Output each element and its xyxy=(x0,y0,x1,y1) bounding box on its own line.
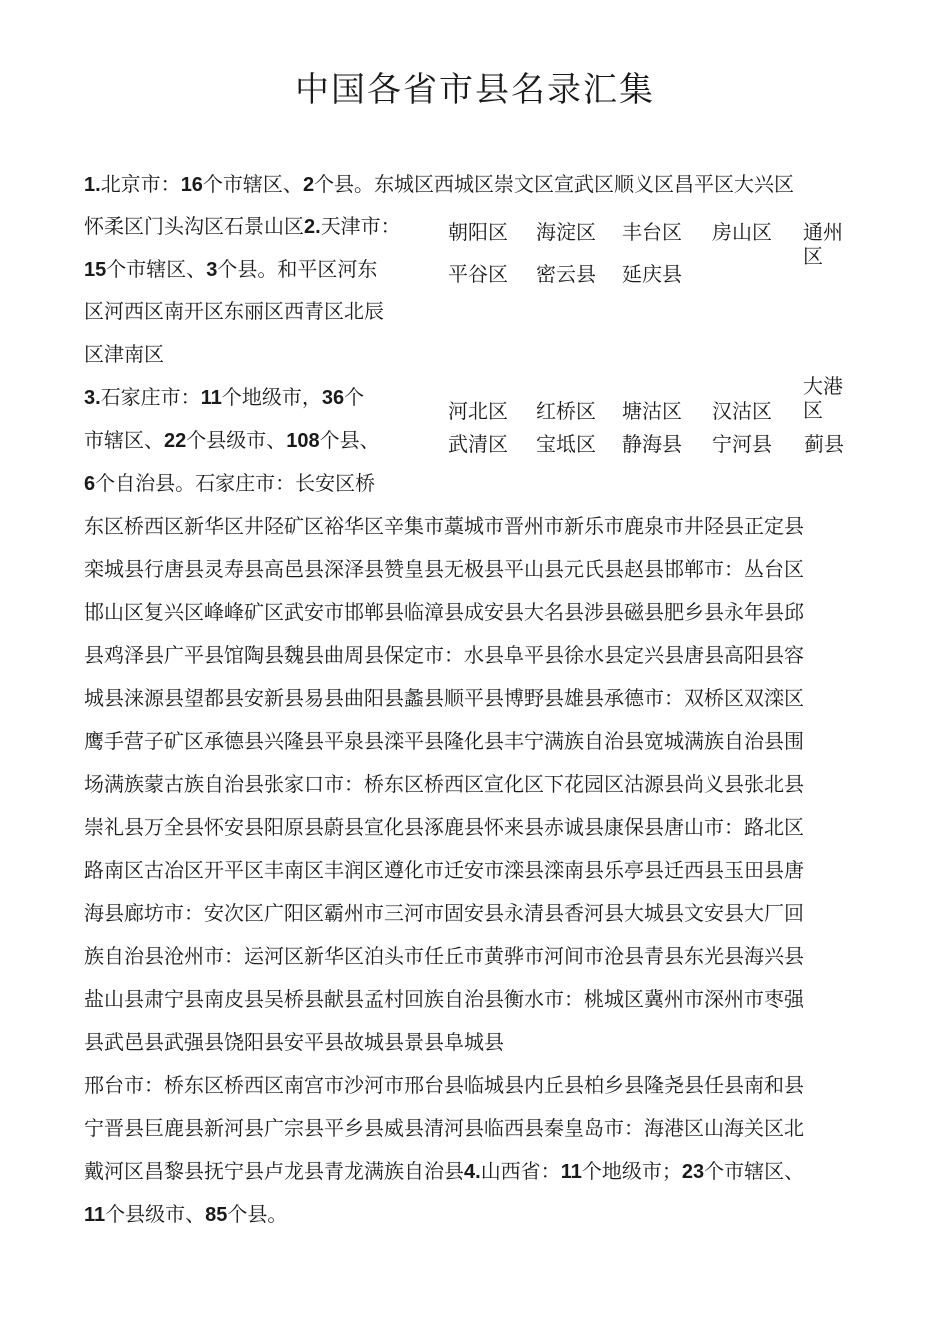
text-fragment: 个县。 xyxy=(314,172,375,196)
body-line: 县鸡泽县广平县馆陶县魏县曲周县保定市：水县阜平县徐水县定兴县唐县高阳县容 xyxy=(84,643,804,667)
text-fragment: 个县。 xyxy=(227,1202,288,1226)
text-fragment: 个县级市、 xyxy=(105,1202,206,1226)
table-cell: 河北区 xyxy=(448,399,508,423)
table-cell: 蓟县 xyxy=(804,432,844,456)
table-cell: 通州区 xyxy=(803,220,843,268)
count-value: 36 xyxy=(321,387,345,409)
table-cell: 汉沽区 xyxy=(712,399,772,423)
district-list: 怀柔区门头沟区石景山区 xyxy=(84,214,304,238)
body-line: 宁晋县巨鹿县新河县广宗县平乡县威县清河县临西县秦皇岛市：海港区山海关区北 xyxy=(84,1116,804,1140)
body-line: 场满族蒙古族自治县张家口市：桥东区桥西区宣化区下花园区沽源县尚义县张北县 xyxy=(84,772,804,796)
count-value: 15 xyxy=(84,259,107,281)
table-cell: 密云县 xyxy=(536,262,596,286)
body-line: 邢台市：桥东区桥西区南宫市沙河市邢台县临城县内丘县柏乡县隆尧县任县南和县 xyxy=(84,1073,804,1097)
body-line: 盐山县肃宁县南皮县吴桥县献县孟村回族自治县衡水市：桃城区冀州市深州市枣强 xyxy=(84,987,804,1011)
count-value: 3 xyxy=(206,259,218,281)
count-value: 108 xyxy=(286,430,320,452)
page-title: 中国各省市县名录汇集 xyxy=(295,70,655,110)
text-fragment: 个地级市； xyxy=(581,1159,682,1183)
table-cell: 延庆县 xyxy=(622,262,682,286)
district-list: 戴河区昌黎县抚宁县卢龙县青龙满族自治县 xyxy=(84,1159,464,1183)
body-line xyxy=(84,1200,287,1229)
table-cell: 丰台区 xyxy=(622,220,682,244)
text-fragment: 市辖区、 xyxy=(84,428,164,452)
body-line: 崇礼县万全县怀安县阳原县蔚县宣化县涿鹿县怀来县赤诚县康保县唐山市：路北区 xyxy=(84,815,804,839)
body-line: 鹰手营子矿区承德县兴隆县平泉县滦平县隆化县丰宁满族自治县宽城满族自治县围 xyxy=(84,729,804,753)
text-fragment: 个市辖区、 xyxy=(202,172,303,196)
text-fragment: 个县、 xyxy=(319,428,380,452)
count-value: 2 xyxy=(302,174,315,196)
table-cell: 大港区 xyxy=(803,374,843,422)
text-fragment: 个县。和平区河东 xyxy=(217,257,378,281)
beijing-list-line xyxy=(84,212,401,241)
tianjin-list-line: 区河西区南开区东丽区西青区北辰 xyxy=(84,299,384,323)
text-fragment: 个自治县。石家庄市：长安区桥 xyxy=(95,471,376,495)
text-fragment: 个地级市， xyxy=(221,385,322,409)
body-line: 栾城县行唐县灵寿县高邑县深泽县赞皇县无极县平山县元氏县赵县邯郸市：丛台区 xyxy=(84,557,804,581)
table-cell: 宝坻区 xyxy=(536,432,596,456)
table-cell: 朝阳区 xyxy=(448,220,508,244)
body-line: 路南区古冶区开平区丰南区丰润区遵化市迁安市滦县滦南县乐亭县迁西县玉田县唐 xyxy=(84,858,804,882)
city-name: 北京市： xyxy=(100,172,181,196)
count-value: 11 xyxy=(560,1161,582,1183)
count-value: 16 xyxy=(180,174,203,196)
count-value: 22 xyxy=(164,430,187,452)
section-number: 4. xyxy=(464,1161,481,1183)
table-cell: 宁河县 xyxy=(712,432,772,456)
body-line: 族自治县沧州市：运河区新华区泊头市任丘市黄骅市河间市沧县青县东光县海兴县 xyxy=(84,944,804,968)
table-cell: 平谷区 xyxy=(448,262,508,286)
section-number: 1. xyxy=(84,174,101,196)
text-fragment: 个市辖区、 xyxy=(704,1159,805,1183)
count-value: 23 xyxy=(681,1161,705,1183)
hebei-intro-line xyxy=(84,469,375,498)
hebei-intro-line xyxy=(84,383,364,412)
section-number: 2. xyxy=(304,216,321,238)
count-value: 11 xyxy=(200,387,222,409)
city-name: 石家庄市： xyxy=(100,385,201,409)
table-cell: 武清区 xyxy=(448,432,508,456)
city-name: 山西省： xyxy=(480,1159,561,1183)
count-value: 11 xyxy=(84,1204,106,1226)
tianjin-intro-line xyxy=(84,255,377,284)
tianjin-list-line: 区津南区 xyxy=(84,342,164,366)
table-cell: 静海县 xyxy=(622,432,682,456)
city-name: 天津市： xyxy=(320,214,401,238)
hebei-intro-line xyxy=(84,426,380,455)
body-line: 县武邑县武强县饶阳县安平县故城县景县阜城县 xyxy=(84,1030,504,1054)
body-line: 城县涞源县望都县安新县易县曲阳县蠡县顺平县博野县雄县承德市：双桥区双滦区 xyxy=(84,686,804,710)
table-cell: 塘沽区 xyxy=(622,399,682,423)
body-line: 海县廊坊市：安次区广阳区霸州市三河市固安县永清县香河县大城县文安县大厂回 xyxy=(84,901,804,925)
count-value: 6 xyxy=(84,473,96,495)
table-cell: 海淀区 xyxy=(536,220,596,244)
body-line: 邯山区复兴区峰峰矿区武安市邯郸县临漳县成安县大名县涉县磁县肥乡县永年县邱 xyxy=(84,600,804,624)
body-line xyxy=(84,1157,804,1186)
text-fragment: 个 xyxy=(344,385,365,409)
table-cell: 房山区 xyxy=(712,220,772,244)
beijing-intro-line xyxy=(84,170,794,199)
count-value: 85 xyxy=(205,1204,228,1226)
text-fragment: 个县级市、 xyxy=(186,428,287,452)
section-number: 3. xyxy=(84,387,101,409)
text-fragment: 个市辖区、 xyxy=(106,257,207,281)
district-list: 东城区西城区崇文区宣武区顺义区昌平区大兴区 xyxy=(374,172,795,196)
table-cell: 红桥区 xyxy=(536,399,596,423)
body-line: 东区桥西区新华区井陉矿区裕华区辛集市藁城市晋州市新乐市鹿泉市井陉县正定县 xyxy=(84,514,804,538)
